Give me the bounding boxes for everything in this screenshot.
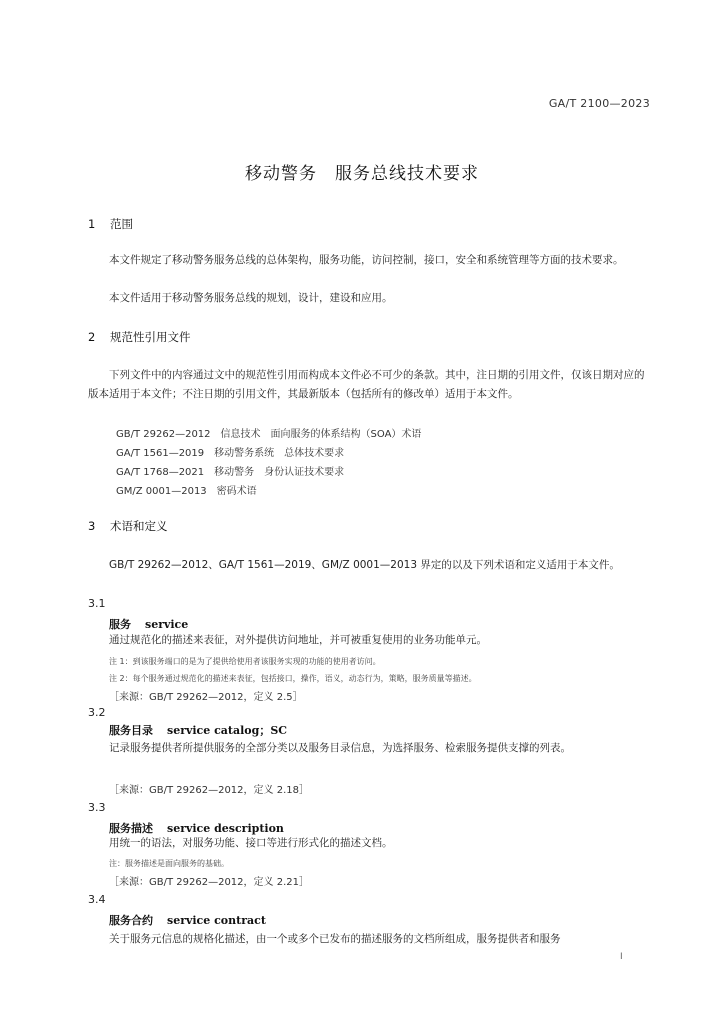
term-heading xyxy=(109,722,287,738)
reference-item: GA/T 1768—2021 移动警务 身份认证技术要求 xyxy=(116,467,345,478)
section-number: 2 xyxy=(88,330,96,344)
reference-item: GA/T 1561—2019 移动警务系统 总体技术要求 xyxy=(116,448,345,459)
term-en: service catalog；SC xyxy=(167,724,288,737)
term-heading xyxy=(109,912,266,928)
term-number: 3.2 xyxy=(88,706,106,719)
section-title: 规范性引用文件 xyxy=(110,330,191,344)
references-intro-paragraph: 下列文件中的内容通过文中的规范性引用而构成本文件必不可少的条款。其中，注日期的引用文件，仅该日期对应的版本适用于本文件；不注日期的引用文件，其最新版本（包括所有的修改单）适用于本文件。 xyxy=(88,369,645,400)
term-source: ［来源：GB/T 29262—2012，定义 2.5］ xyxy=(109,692,303,703)
scope-paragraph-2: 本文件适用于移动警务服务总线的规划，设计，建设和应用。 xyxy=(109,292,393,304)
section-number: 1 xyxy=(88,217,96,231)
term-zh: 服务 xyxy=(109,618,131,631)
section-title: 范围 xyxy=(110,217,133,231)
term-definition: 通过规范化的描述来表征，对外提供访问地址，并可被重复使用的业务功能单元。 xyxy=(109,634,487,646)
term-note: 注 1：到该服务端口的是为了提供给使用者该服务实现的功能的使用者访问。 xyxy=(109,657,381,666)
scope-paragraph-1: 本文件规定了移动警务服务总线的总体架构，服务功能，访问控制，接口，安全和系统管理等方面的技术要求。 xyxy=(109,254,624,266)
section-number: 3 xyxy=(88,519,96,533)
term-definition: 记录服务提供者所提供服务的全部分类以及服务目录信息，为选择服务、检索服务提供支撑的列表。 xyxy=(109,742,571,754)
term-source: ［来源：GB/T 29262—2012，定义 2.18］ xyxy=(109,785,309,796)
term-number: 3.3 xyxy=(88,801,106,814)
term-zh: 服务合约 xyxy=(109,914,153,927)
section-1-heading xyxy=(88,216,133,232)
terms-intro-paragraph: GB/T 29262—2012、GA/T 1561—2019、GM/Z 0001—2013 界定的以及下列术语和定义适用于本文件。 xyxy=(109,559,620,571)
term-zh: 服务目录 xyxy=(109,724,153,737)
term-definition: 用统一的语法，对服务功能、接口等进行形式化的描述文档。 xyxy=(109,837,393,849)
term-en: service description xyxy=(167,822,284,835)
term-definition: 关于服务元信息的规格化描述，由一个或多个已发布的描述服务的文档所组成，服务提供者和服务 xyxy=(109,933,561,945)
document-title: 移动警务 服务总线技术要求 xyxy=(245,164,479,184)
term-source: ［来源：GB/T 29262—2012，定义 2.21］ xyxy=(109,877,309,888)
term-note: 注 2：每个服务通过规范化的描述来表征，包括接口，操作，语义，动态行为，策略，服务质量等描述。 xyxy=(109,674,477,683)
term-note: 注：服务描述是面向服务的基础。 xyxy=(109,859,229,868)
term-en: service xyxy=(145,618,189,631)
term-en: service contract xyxy=(167,914,266,927)
term-number: 3.4 xyxy=(88,893,106,906)
term-number: 3.1 xyxy=(88,597,106,610)
reference-item: GB/T 29262—2012 信息技术 面向服务的体系结构（SOA）术语 xyxy=(116,429,422,440)
section-2-heading xyxy=(88,329,191,345)
term-zh: 服务描述 xyxy=(109,822,153,835)
section-title: 术语和定义 xyxy=(110,519,168,533)
section-3-heading xyxy=(88,518,168,534)
page-number: I xyxy=(620,952,623,962)
document-code: GA/T 2100—2023 xyxy=(548,97,650,110)
reference-item: GM/Z 0001—2013 密码术语 xyxy=(116,486,257,497)
term-heading xyxy=(109,616,188,632)
